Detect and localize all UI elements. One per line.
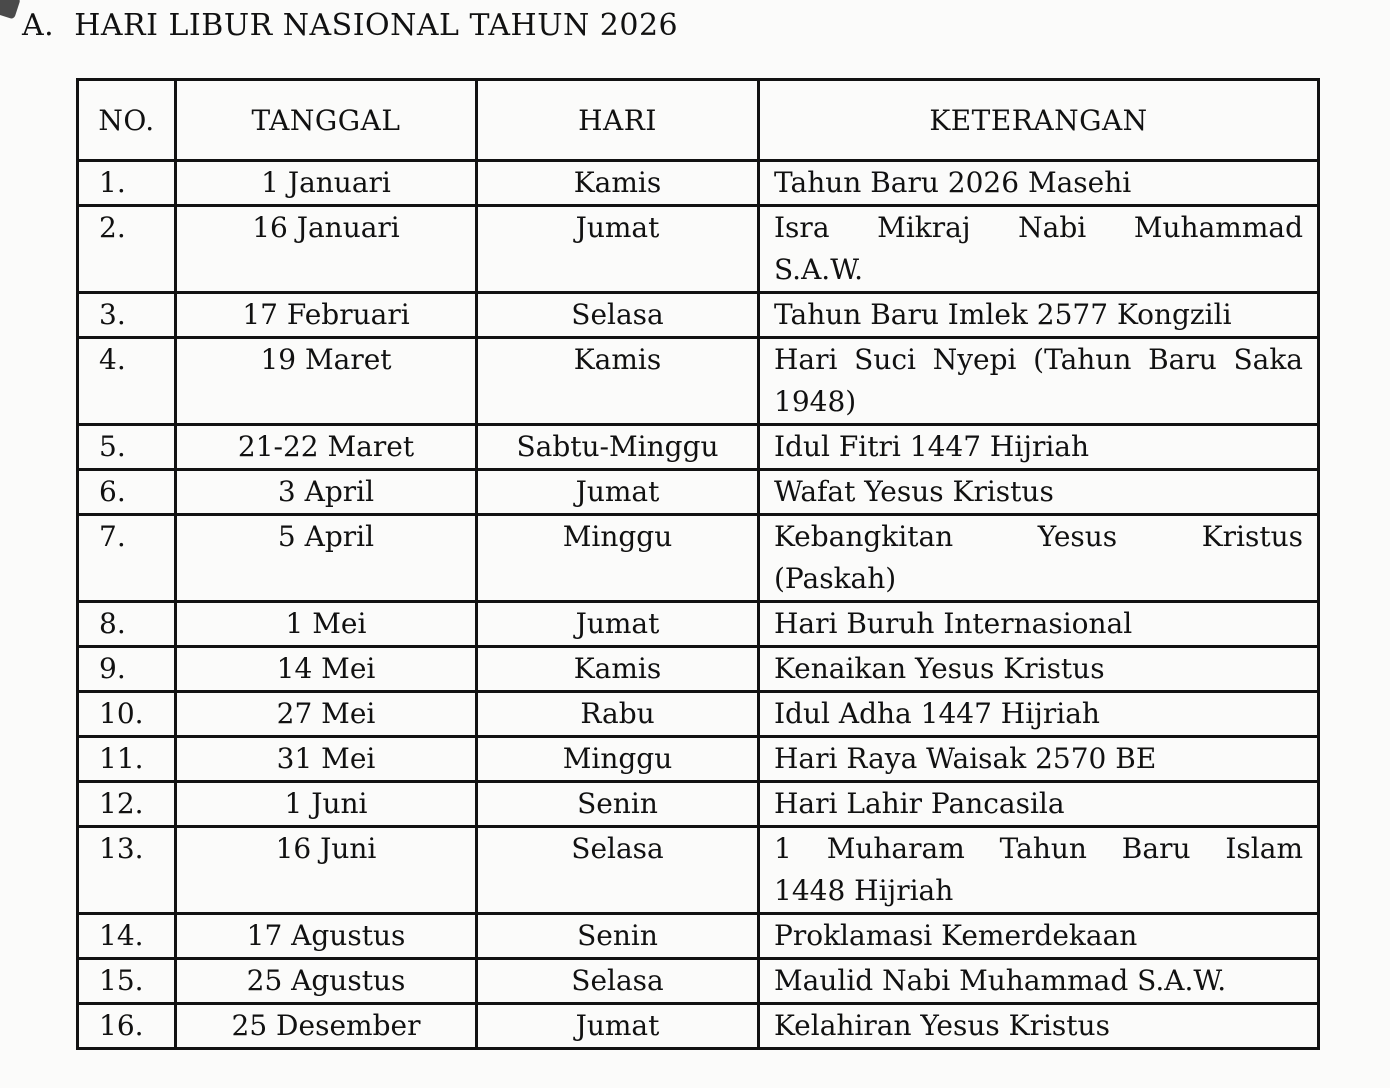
table-row [78, 782, 1319, 827]
description-line: Kelahiran Yesus Kristus [774, 1009, 1110, 1042]
date-cell: 14 Mei [176, 647, 477, 692]
header-row [78, 80, 1319, 161]
date-cell: 1 Januari [176, 161, 477, 206]
day-cell: Selasa [477, 827, 759, 914]
row-number-cell: 9. [78, 647, 176, 692]
description-line: 1 Muharam Tahun Baru Islam [774, 832, 1303, 865]
day-cell: Jumat [477, 602, 759, 647]
table-row [78, 737, 1319, 782]
date-cell: 1 Juni [176, 782, 477, 827]
table-row [78, 914, 1319, 959]
date-cell: 16 Januari [176, 206, 477, 293]
table-row [78, 959, 1319, 1004]
page-title [22, 8, 678, 43]
row-number-cell: 10. [78, 692, 176, 737]
description-cell [759, 425, 1319, 470]
description-cell [759, 206, 1319, 293]
row-number-cell: 3. [78, 293, 176, 338]
date-cell: 17 Februari [176, 293, 477, 338]
date-cell: 5 April [176, 515, 477, 602]
date-cell: 17 Agustus [176, 914, 477, 959]
description-cell [759, 293, 1319, 338]
day-cell: Kamis [477, 338, 759, 425]
row-number-cell: 12. [78, 782, 176, 827]
holiday-table-body [78, 161, 1319, 1049]
row-number-cell: 8. [78, 602, 176, 647]
section-letter: A. [22, 8, 55, 43]
date-cell: 16 Juni [176, 827, 477, 914]
page-title-text: HARI LIBUR NASIONAL TAHUN 2026 [74, 8, 679, 43]
row-number-cell: 13. [78, 827, 176, 914]
description-cell [759, 647, 1319, 692]
description-line: Hari Suci Nyepi (Tahun Baru Saka [774, 343, 1303, 376]
description-line: Kebangkitan Yesus Kristus [774, 520, 1303, 553]
date-cell: 31 Mei [176, 737, 477, 782]
description-line: Idul Adha 1447 Hijriah [774, 697, 1100, 730]
row-number-cell: 16. [78, 1004, 176, 1049]
column-header-hari: HARI [477, 80, 759, 161]
date-cell: 19 Maret [176, 338, 477, 425]
date-cell: 21-22 Maret [176, 425, 477, 470]
description-cell [759, 914, 1319, 959]
row-number-cell: 11. [78, 737, 176, 782]
row-number-cell: 1. [78, 161, 176, 206]
date-cell: 3 April [176, 470, 477, 515]
day-cell: Minggu [477, 737, 759, 782]
description-line: Tahun Baru 2026 Masehi [774, 166, 1132, 199]
description-line: Maulid Nabi Muhammad S.A.W. [774, 964, 1227, 997]
row-number-cell: 7. [78, 515, 176, 602]
day-cell: Jumat [477, 470, 759, 515]
column-header-tanggal: TANGGAL [176, 80, 477, 161]
table-row [78, 602, 1319, 647]
table-row [78, 827, 1319, 914]
description-cell [759, 782, 1319, 827]
description-line: 1948) [774, 385, 857, 418]
date-cell: 25 Agustus [176, 959, 477, 1004]
row-number-cell: 15. [78, 959, 176, 1004]
description-line: Tahun Baru Imlek 2577 Kongzili [774, 298, 1232, 331]
description-cell [759, 692, 1319, 737]
day-cell: Selasa [477, 293, 759, 338]
description-cell [759, 338, 1319, 425]
description-cell [759, 602, 1319, 647]
table-row [78, 338, 1319, 425]
description-cell [759, 737, 1319, 782]
description-line: Hari Lahir Pancasila [774, 787, 1065, 820]
date-cell: 27 Mei [176, 692, 477, 737]
scan-artifact [0, 0, 21, 19]
table-row [78, 515, 1319, 602]
description-line: Wafat Yesus Kristus [774, 475, 1054, 508]
table-row [78, 293, 1319, 338]
table-row [78, 1004, 1319, 1049]
description-line: S.A.W. [774, 253, 863, 286]
description-line: Hari Buruh Internasional [774, 607, 1133, 640]
description-line: Idul Fitri 1447 Hijriah [774, 430, 1090, 463]
table-row [78, 470, 1319, 515]
table-row [78, 161, 1319, 206]
day-cell: Minggu [477, 515, 759, 602]
description-cell [759, 470, 1319, 515]
day-cell: Kamis [477, 161, 759, 206]
description-cell [759, 515, 1319, 602]
day-cell: Selasa [477, 959, 759, 1004]
day-cell: Senin [477, 914, 759, 959]
description-cell [759, 161, 1319, 206]
row-number-cell: 2. [78, 206, 176, 293]
column-header-keterangan: KETERANGAN [759, 80, 1319, 161]
day-cell: Sabtu-Minggu [477, 425, 759, 470]
description-line: (Paskah) [774, 562, 897, 595]
description-line: 1448 Hijriah [774, 874, 954, 907]
row-number-cell: 14. [78, 914, 176, 959]
description-cell [759, 1004, 1319, 1049]
row-number-cell: 5. [78, 425, 176, 470]
description-line: Isra Mikraj Nabi Muhammad [774, 211, 1303, 244]
table-row [78, 206, 1319, 293]
column-header-no: NO. [78, 80, 176, 161]
holiday-table [76, 78, 1320, 1050]
day-cell: Senin [477, 782, 759, 827]
description-cell [759, 827, 1319, 914]
description-line: Proklamasi Kemerdekaan [774, 919, 1138, 952]
row-number-cell: 4. [78, 338, 176, 425]
day-cell: Jumat [477, 1004, 759, 1049]
description-line: Kenaikan Yesus Kristus [774, 652, 1105, 685]
holiday-table-header [78, 80, 1319, 161]
date-cell: 25 Desember [176, 1004, 477, 1049]
table-row [78, 425, 1319, 470]
table-row [78, 692, 1319, 737]
table-row [78, 647, 1319, 692]
description-line: Hari Raya Waisak 2570 BE [774, 742, 1157, 775]
description-cell [759, 959, 1319, 1004]
day-cell: Rabu [477, 692, 759, 737]
day-cell: Jumat [477, 206, 759, 293]
day-cell: Kamis [477, 647, 759, 692]
date-cell: 1 Mei [176, 602, 477, 647]
row-number-cell: 6. [78, 470, 176, 515]
